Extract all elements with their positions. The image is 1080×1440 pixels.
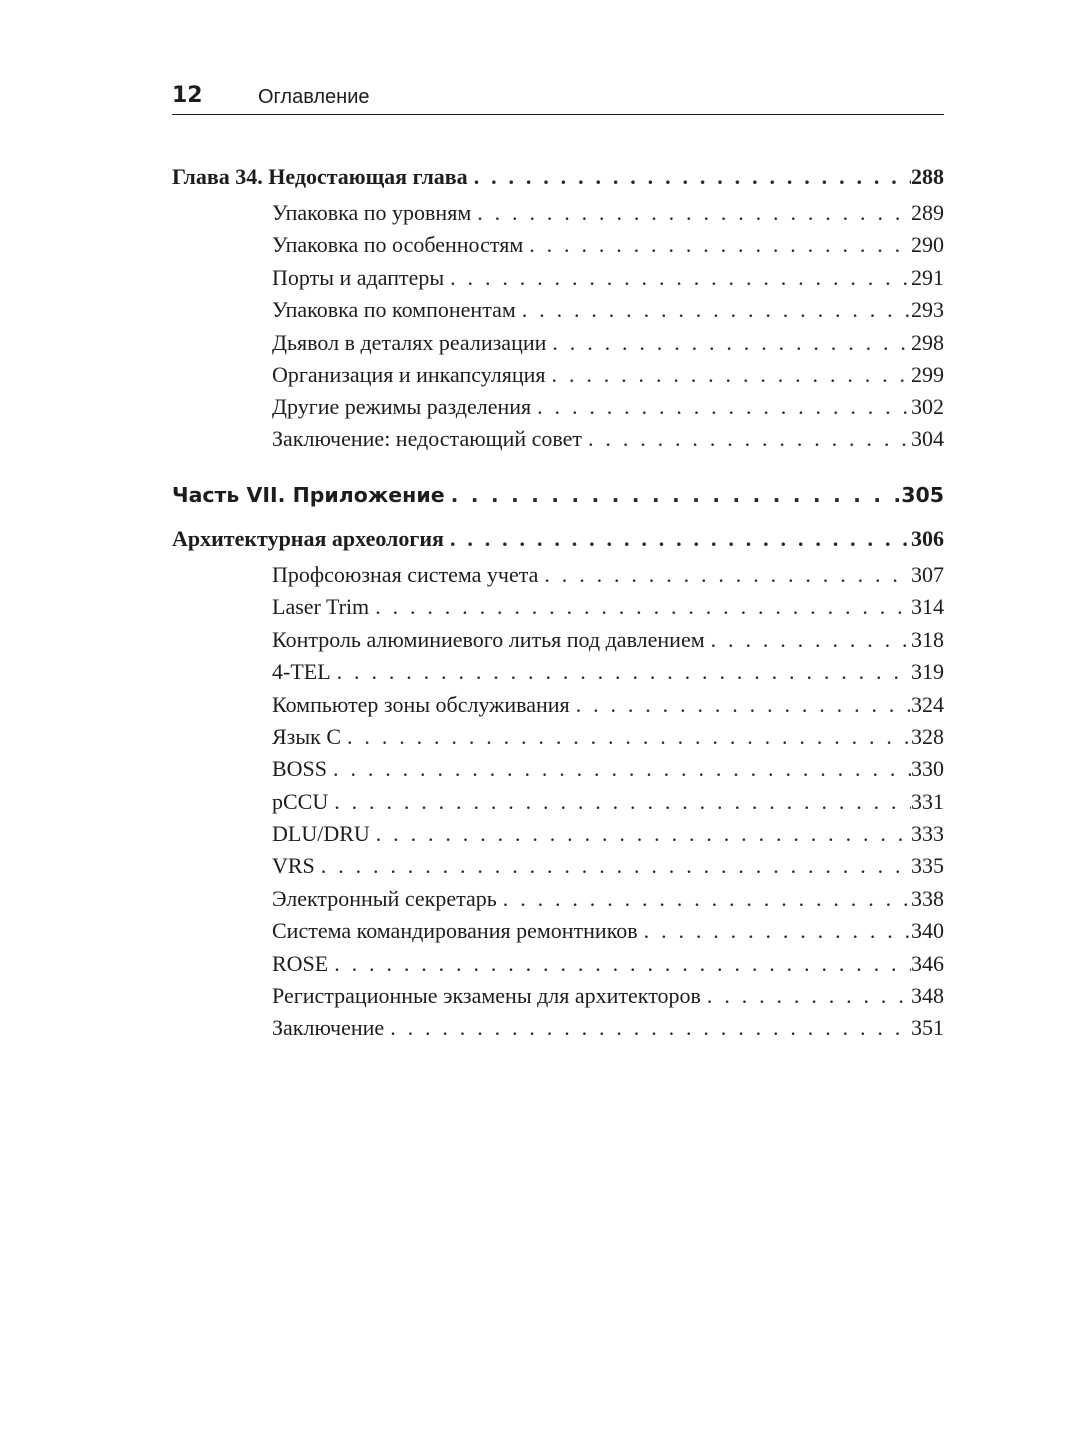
- running-title: Оглавление: [258, 86, 370, 108]
- toc-entry-page: 307: [911, 562, 944, 587]
- dot-leader: [471, 198, 911, 228]
- toc-entry-page: 333: [911, 821, 944, 846]
- toc-section-entry[interactable]: [272, 198, 944, 228]
- toc-section-entry[interactable]: [272, 981, 944, 1011]
- toc-section-entry[interactable]: [272, 1013, 944, 1043]
- toc-entry-page: 304: [911, 426, 944, 451]
- toc-section-entry[interactable]: [272, 690, 944, 720]
- toc-entry-page: 302: [911, 394, 944, 419]
- dot-leader: [638, 916, 911, 946]
- toc-entry-page: 331: [911, 789, 944, 814]
- dot-leader: [384, 1013, 911, 1043]
- dot-leader: [327, 754, 911, 784]
- toc-entry-page: 328: [911, 724, 944, 749]
- toc-section-entry[interactable]: [272, 754, 944, 784]
- dot-leader: [570, 690, 911, 720]
- toc-entry-page: 299: [911, 362, 944, 387]
- page-number: 12: [172, 83, 203, 108]
- toc-entry-title: Упаковка по особенностям: [272, 232, 524, 257]
- toc-part-entry[interactable]: [172, 480, 944, 510]
- toc-section-entry[interactable]: [272, 328, 944, 358]
- toc-entry-page: 289: [911, 200, 944, 225]
- toc-entry-page: 340: [911, 918, 944, 943]
- toc-entry-title: Заключение: недостающий совет: [272, 426, 583, 451]
- dot-leader: [523, 230, 911, 260]
- dot-leader: [331, 657, 911, 687]
- toc-section-entry[interactable]: [272, 819, 944, 849]
- toc-entry-title: VRS: [272, 853, 315, 878]
- toc-entry-page: 305: [901, 483, 944, 507]
- dot-leader: [328, 949, 911, 979]
- toc-entry-title: DLU/DRU: [272, 821, 370, 846]
- toc-entry-title: Контроль алюминиевого литья под давлением: [272, 627, 705, 652]
- dot-leader: [370, 819, 911, 849]
- toc-entry-title: Профсоюзная система учета: [272, 562, 539, 587]
- toc-section-entry[interactable]: [272, 592, 944, 622]
- toc-entry-title: ROSE: [272, 951, 329, 976]
- toc-entry-page: 348: [911, 983, 944, 1008]
- toc-entry-page: 330: [911, 756, 944, 781]
- dot-leader: [546, 360, 911, 390]
- toc-section-entry[interactable]: [272, 392, 944, 422]
- toc-section-entry[interactable]: [272, 263, 944, 293]
- toc-section-entry[interactable]: [272, 884, 944, 914]
- toc-chapter-entry[interactable]: [172, 162, 944, 192]
- dot-leader: [445, 480, 902, 510]
- toc-entry-title: BOSS: [272, 756, 328, 781]
- toc-entry-title: pCCU: [272, 789, 329, 814]
- toc-entry-page: 319: [911, 659, 944, 684]
- toc-section-entry[interactable]: [272, 295, 944, 325]
- toc-chapter-entry[interactable]: [172, 524, 944, 554]
- toc-entry-title: Система командирования ремонтников: [272, 918, 638, 943]
- dot-leader: [538, 560, 911, 590]
- toc-entry-page: 346: [911, 951, 944, 976]
- toc-entry-page: 293: [911, 297, 944, 322]
- toc-entry-page: 290: [911, 232, 944, 257]
- toc-entry-title: Часть VII. Приложение: [172, 483, 445, 507]
- toc-entry-page: 298: [911, 330, 944, 355]
- toc-entry-title: Дьявол в деталях реализации: [272, 330, 547, 355]
- toc-section-entry[interactable]: [272, 787, 944, 817]
- toc-entry-title: Порты и адаптеры: [272, 265, 445, 290]
- dot-leader: [546, 328, 911, 358]
- toc-entry-page: 335: [911, 853, 944, 878]
- toc-entry-page: 306: [911, 526, 944, 551]
- toc-entry-title: Регистрационные экзамены для архитекторов: [272, 983, 701, 1008]
- toc-entry-page: 291: [911, 265, 944, 290]
- dot-leader: [497, 884, 911, 914]
- dot-leader: [468, 162, 911, 192]
- toc-entry-title: Язык C: [272, 724, 342, 749]
- toc-section-entry[interactable]: [272, 657, 944, 687]
- dot-leader: [582, 424, 911, 454]
- toc-section-entry[interactable]: [272, 424, 944, 454]
- toc-section-entry[interactable]: [272, 722, 944, 752]
- dot-leader: [444, 263, 911, 293]
- toc-entry-title: 4-TEL: [272, 659, 331, 684]
- dot-leader: [701, 981, 911, 1011]
- running-head: [172, 80, 944, 115]
- toc-section-entry[interactable]: [272, 916, 944, 946]
- dot-leader: [705, 625, 911, 655]
- toc-entry-title: Упаковка по компонентам: [272, 297, 516, 322]
- toc-entry-title: Упаковка по уровням: [272, 200, 472, 225]
- toc-entry-title: Электронный секретарь: [272, 886, 497, 911]
- toc-section-entry[interactable]: [272, 560, 944, 590]
- dot-leader: [444, 524, 911, 554]
- toc-section-entry[interactable]: [272, 360, 944, 390]
- toc-entry-title: Компьютер зоны обслуживания: [272, 692, 570, 717]
- toc-entry-page: 351: [911, 1015, 944, 1040]
- dot-leader: [341, 722, 911, 752]
- dot-leader: [315, 851, 911, 881]
- toc-entry-page: 318: [911, 627, 944, 652]
- toc-entry-page: 314: [911, 594, 944, 619]
- toc-section-entry[interactable]: [272, 230, 944, 260]
- toc-entry-title: Архитектурная археология: [172, 526, 444, 551]
- toc-entry-title: Laser Trim: [272, 594, 370, 619]
- toc-section-entry[interactable]: [272, 949, 944, 979]
- dot-leader: [369, 592, 911, 622]
- toc-section-entry[interactable]: [272, 851, 944, 881]
- dot-leader: [531, 392, 911, 422]
- toc-entry-page: 288: [911, 164, 944, 189]
- dot-leader: [516, 295, 911, 325]
- toc-entry-title: Глава 34. Недостающая глава: [172, 164, 468, 189]
- toc-entry-page: 324: [911, 692, 944, 717]
- dot-leader: [328, 787, 911, 817]
- toc-entry-title: Организация и инкапсуляция: [272, 362, 546, 387]
- toc-entry-title: Заключение: [272, 1015, 385, 1040]
- toc-entry-title: Другие режимы разделения: [272, 394, 532, 419]
- toc-section-entry[interactable]: [272, 625, 944, 655]
- toc-entry-page: 338: [911, 886, 944, 911]
